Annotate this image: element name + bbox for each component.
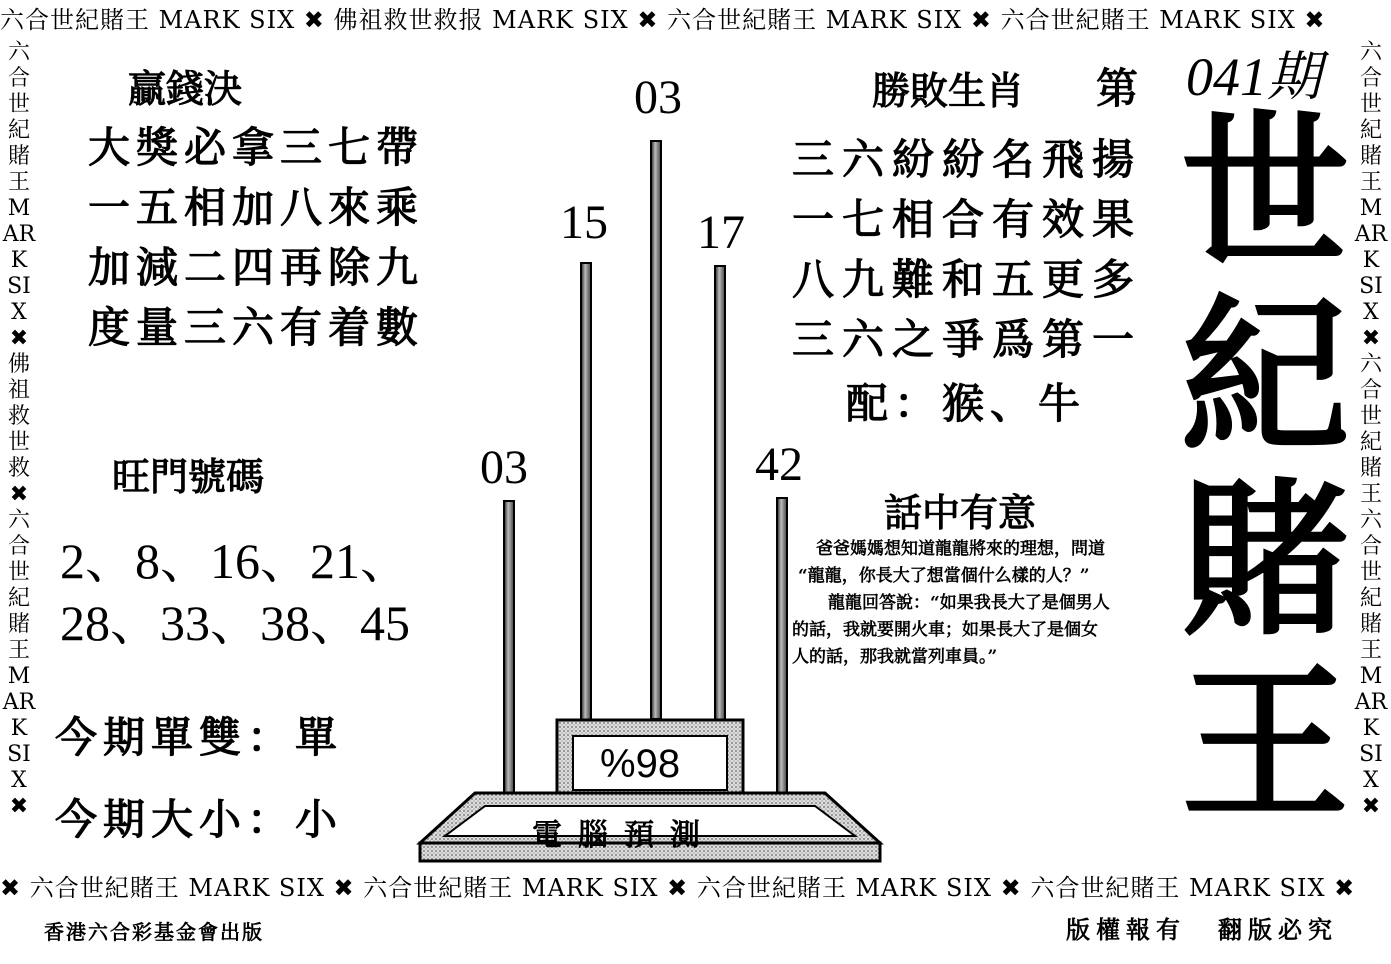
top-border-text: 六合世紀賭王 MARK SIX ✖ 佛祖救世救报 MARK SIX ✖ 六合世紀賭王 MARK SIX ✖ 六合世紀賭王 MARK SIX ✖ [0,6,1326,34]
right-poem-line: 三六紛紛名飛揚 [792,135,1143,184]
big-title-char: 世 [1181,93,1349,291]
right-poem-line: 三六之爭爲第一 [792,315,1143,364]
story-text [792,536,1182,671]
pole-label-outer-left: 03 [480,441,528,494]
bottom-border-text: ✖ 六合世紀賭王 MARK SIX ✖ 六合世紀賭王 MARK SIX ✖ 六合世紀賭王 MARK SIX ✖ 六合世紀賭王 MARK SIX ✖ [0,874,1356,902]
story-line: “龍龍，你長大了想當個什么樣的人？” [798,566,1090,586]
odd-even-line: 今期單雙：單 [55,713,344,762]
big-title-char: 賭 [1181,461,1349,659]
pole-label-outer-right: 42 [755,438,803,491]
right-poem-line: 八九難和五更多 [792,255,1143,304]
pole-label-inner-left: 15 [560,196,608,249]
zodiac-heading: 勝敗生肖 [872,68,1025,113]
story-line: 龍龍回答說：“如果我長大了是個男人 [828,593,1110,613]
piracy-notice: 翻版必究 [1218,915,1338,944]
big-title-char: 紀 [1181,277,1349,475]
big-title [1180,93,1350,843]
lucky-numbers [60,530,410,654]
pole-label-center: 03 [634,71,682,124]
left-border-text: 六合世紀賭王 MARK SIX ✖ 佛祖救世救 ✖ 六合世紀賭王 MARK SIX ✖ [2,40,36,819]
big-title-char: 王 [1181,645,1349,843]
story-line: 的話，我就要開火車；如果長大了是個女 [792,620,1098,640]
left-poem [88,118,424,358]
left-poem-line: 加減二四再除九 [88,243,425,292]
pole-inner-right [714,265,726,722]
zodiac-pairing: 配：猴、牛 [846,379,1087,428]
left-poem-line: 大獎必拿三七帶 [88,123,425,172]
size-line: 今期大小：小 [55,795,344,844]
pole-center [650,140,662,720]
lucky-numbers-heading: 旺門號碼 [112,454,265,499]
win-money-heading: 贏錢決 [128,66,243,111]
right-poem [792,130,1142,370]
right-border-text: 六合世紀賭王 MARK SIX ✖ 六合世紀賭王 六合世紀賭王 MARK SIX ✖ [1354,40,1388,819]
story-heading: 話中有意 [884,490,1037,535]
story-line: 人的話，那我就當列車員。” [792,647,998,667]
pole-label-inner-right: 17 [697,206,745,259]
lucky-numbers-line: 2、8、16、21、 [60,533,410,589]
left-poem-line: 一五相加八來乘 [88,183,425,232]
publisher: 香港六合彩基金會出版 [44,920,264,944]
right-poem-line: 一七相合有效果 [792,195,1143,244]
copyright: 版權報有 [1066,915,1186,944]
issue-number: 041期 [1186,47,1321,107]
percent-label: %98 [600,742,681,786]
computer-prediction-label: 電腦預測 [532,818,716,853]
pole-inner-left [580,262,592,722]
lucky-numbers-line: 28、33、38、45 [60,595,410,651]
story-line: 爸爸媽媽想知道龍龍將來的理想，問道 [816,539,1105,559]
left-poem-line: 度量三六有着數 [88,303,425,352]
issue-prefix: 第 [1096,64,1139,113]
